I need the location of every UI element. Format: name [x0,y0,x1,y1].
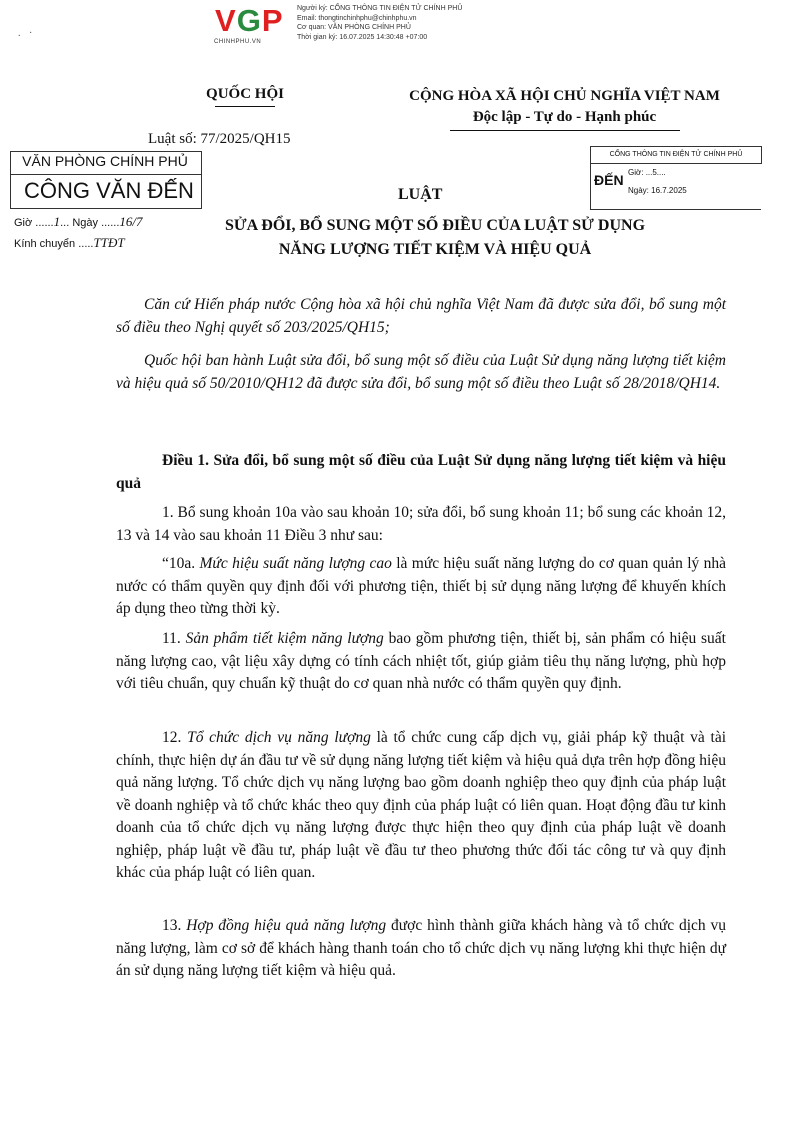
signer: Người ký: CỔNG THÔNG TIN ĐIỆN TỬ CHÍNH PHỦ [297,5,463,12]
stamp-forward-line [14,235,125,251]
stamp-time-line [14,214,143,230]
clause-13-number: 13. [162,917,187,934]
clause-13-term: Hợp đồng hiệu quả năng lượng [186,917,387,934]
law-title-line1: SỬA ĐỔI, BỔ SUNG MỘT SỐ ĐIỀU CỦA LUẬT SỬ DỤNG [224,217,646,234]
clause-12-number: 12. [162,729,188,746]
clause-11-text: bao gồm phương tiện, thiết bị, sản phẩm có hiệu suất năng lượng cao, vật liệu xây dựng có tính cách nhiệt tốt, giúp giảm tiêu thụ năng lượng, phù hợp với tiêu chuẩn, quy chuẩn kỹ thuật do cơ quan nhà nước có thẩm quyền quy định. [116,630,726,692]
portal-stamp-ngay: Ngày: 16.7.2025 [628,186,687,195]
preamble-enact: Quốc hội ban hành Luật sửa đổi, bổ sung một số điều của Luật Sử dụng năng lượng tiết kiệm và hiệu quả số 50/2010/QH12 đã được sửa đổi, bổ sung một số điều theo Luật số 28/2018/QH14. [116,352,726,392]
digital-signature-info [297,4,462,42]
doc-type: LUẬT [398,186,443,203]
logo-letter-p: P [261,3,284,38]
clause-12-term: Tổ chức dịch vụ năng lượng [187,729,371,746]
issuer-underline [215,106,275,107]
clause-11-term: Sản phẩm tiết kiệm năng lượng [185,630,384,647]
article-1-item-1: 1. Bổ sung khoản 10a vào sau khoản 10; sửa đổi, bổ sung khoản 11; bổ sung các khoản 12, 13 và 14 vào sau khoản 11 Điều 3 như sau: [116,504,726,544]
clause-10a-number: “10a. [162,555,200,572]
scan-specks: . · [18,28,36,39]
logo-letter-v: V [215,3,237,38]
stamp-chuyen-label: Kính chuyển ..... [14,238,94,250]
country-name: CỘNG HÒA XÃ HỘI CHỦ NGHĨA VIỆT NAM [409,88,720,104]
stamp-gio-label: Giờ ...... [14,217,54,229]
stamp-ngay-value: 16/7 [119,214,143,229]
clause-13 [116,915,726,983]
clause-11 [116,628,726,696]
law-number: Luật số: 77/2025/QH15 [148,131,291,147]
signer-email: Email: thongtinchinhphu@chinhphu.vn [297,14,417,22]
stamp-gio-value: 1 [53,214,61,229]
motto-underline [450,130,680,131]
portal-stamp-header: CỔNG THÔNG TIN ĐIỆN TỬ CHÍNH PHỦ [590,146,762,164]
sign-time: Thời gian ký: 16.07.2025 14:30:48 +07:00 [297,33,428,41]
clause-13-text: được hình thành giữa khách hàng và tổ chức dịch vụ năng lượng, làm cơ sở để khách hàng thanh toán cho tổ chức dịch vụ năng lượng khi thực hiện dự án sử dụng năng lượng tiết kiệm và hiệu quả. [116,917,727,979]
motto: Độc lập - Tự do - Hạnh phúc [472,109,657,125]
received-stamp-right [590,146,762,212]
stamp-chuyen-value: TTĐT [93,235,125,250]
law-title-line2: NĂNG LƯỢNG TIẾT KIỆM VÀ HIỆU QUẢ [278,241,592,258]
clause-11-number: 11. [162,630,186,647]
issuer-name: QUỐC HỘI [206,86,284,102]
signer-org: Cơ quan: VĂN PHÒNG CHÍNH PHỦ [297,24,411,31]
clause-10a [116,553,726,621]
article-1-heading: Điều 1. Sửa đổi, bổ sung một số điều của Luật Sử dụng năng lượng tiết kiệm và hiệu quả [116,452,726,492]
vgp-site: CHINHPHU.VN [214,39,262,45]
portal-stamp-den: ĐẾN [594,172,624,188]
logo-letter-g: G [236,3,262,38]
stamp-title: CÔNG VĂN ĐẾN [24,178,194,203]
clause-10a-text: là mức hiệu suất năng lượng do cơ quan quản lý nhà nước có thẩm quyền quy định đối với phương tiện, thiết bị sử dụng năng lượng để khuyến khích áp dụng theo từng thời kỳ. [116,555,726,617]
stamp-ngay-label: ... Ngày ...... [60,217,120,229]
law-title [150,214,720,262]
preamble-basis: Căn cứ Hiến pháp nước Cộng hòa xã hội chủ nghĩa Việt Nam đã được sửa đổi, bổ sung một số điều theo Nghị quyết số 203/2025/QH15; [116,296,726,336]
vgp-logo [215,4,284,38]
clause-12-text: là tổ chức cung cấp dịch vụ, giải pháp kỹ thuật và tài chính, thực hiện dự án đầu tư về sử dụng năng lượng tiết kiệm và hiệu quả dựa trên hợp đồng hiệu quả năng lượng. Tổ chức dịch vụ năng lượng bao gồm doanh nghiệp theo quy định của pháp luật về doanh nghiệp và tổ chức khác theo quy định của pháp luật có liên quan. Hoạt động đầu tư kinh doanh của tổ chức dịch vụ năng lượng được thực hiện theo quy định của pháp luật về doanh nghiệp, pháp luật về đầu tư, pháp luật về đầu tư theo phương thức đối tác công tư và quy định khác của pháp luật có liên quan. [116,729,726,881]
stamp-org: VĂN PHÒNG CHÍNH PHỦ [22,153,188,169]
clause-10a-term: Mức hiệu suất năng lượng cao [199,555,392,572]
issuer-block [190,86,300,107]
national-motto [392,86,737,131]
portal-stamp-gio: Giờ: ...5.... [628,168,666,177]
clause-12 [116,727,726,885]
